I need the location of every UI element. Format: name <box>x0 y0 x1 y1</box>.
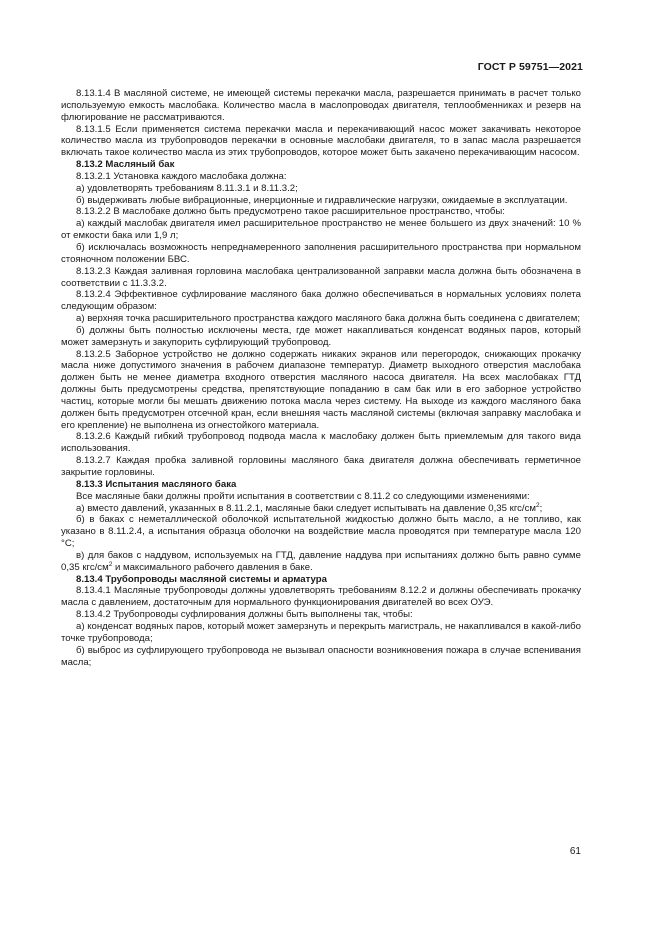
list-item-c-tail: и максимального рабочего давления в баке. <box>112 561 313 573</box>
section-heading-8-13-4: 8.13.4 Трубопроводы масляной системы и арматура <box>76 573 327 585</box>
list-item-b: б) должны быть полностью исключены места, где может накапливаться конденсат водяных паров, который может замерзнуть и закупорить суфлирующий трубопровод. <box>61 324 581 348</box>
list-item-c <box>61 550 581 574</box>
list-item-a <box>61 503 581 515</box>
list-item-a: а) верхняя точка расширительного пространства каждого масляного бака должна быть соединена с двигателем; <box>76 313 580 325</box>
list-item-b: б) в баках с неметаллической оболочкой испытательной жидкостью должно быть масло, а не топливо, как указано в 8.11.2.4, а испытания образца оболочки на воздействие масла проводятся при температуре масла 120 °С; <box>61 514 581 550</box>
paragraph-8-13-2-2: 8.13.2.2 В маслобаке должно быть предусмотрено такое расширительное пространство, чтобы: <box>76 206 505 218</box>
list-item-a: а) удовлетворять требованиям 8.11.3.1 и 8.11.3.2; <box>76 182 298 194</box>
list-item-a-tail: ; <box>539 502 543 514</box>
paragraph-8-13-2-6: 8.13.2.6 Каждый гибкий трубопровод подвода масла к маслобаку должен быть приемлемым для такого вида использования. <box>61 431 581 455</box>
paragraph-8-13-2-4: 8.13.2.4 Эффективное суфлирование масляного бака должно обеспечиваться в нормальных условиях полета следующим образом: <box>61 289 581 313</box>
list-item-a: а) конденсат водяных паров, который может замерзнуть и перекрыть магистраль, не накапливался в какой-либо точке трубопровода; <box>61 620 581 644</box>
paragraph-8-13-1-5: 8.13.1.5 Если применяется система перекачки масла и перекачивающий насос может закачивать некоторое количество масла из трубопроводов перекачки в основные маслобаки двигателя, то в запас масла разрешается включать такое количество масла из этих трубопроводов, которое может быть закачено перекачивающим насосом. <box>61 123 581 159</box>
section-heading-8-13-2: 8.13.2 Масляный бак <box>76 159 175 171</box>
document-body <box>61 88 581 668</box>
paragraph-8-13-2-3: 8.13.2.3 Каждая заливная горловина маслобака централизованной заправки масла должна быть обозначена в соответствии с 11.3.3.2. <box>61 265 581 289</box>
page-number: 61 <box>569 846 581 857</box>
list-item-a-text: а) вместо давлений, указанных в 8.11.2.1, масляные баки следует испытывать на давление 0,35 кгс/см <box>76 502 536 514</box>
paragraph-8-13-1-4: 8.13.1.4 В масляной системе, не имеющей системы перекачки масла, разрешается принимать в расчет только используемую емкость маслобака. Количество масла в маслопроводах двигателя, теплообменниках и резерв на флюгирование не рассматриваются. <box>61 88 581 123</box>
document-code: ГОСТ Р 59751—2021 <box>477 61 583 73</box>
paragraph-8-13-2-1: 8.13.2.1 Установка каждого маслобака должна: <box>76 170 287 182</box>
list-item-c-text: в) для баков с наддувом, используемых на ГТД, давление наддува при испытаниях должно быть равно сумме 0,35 кгс/см <box>61 549 581 573</box>
paragraph-8-13-4-1: 8.13.4.1 Масляные трубопроводы должны удовлетворять требованиям 8.12.2 и должны обеспечивать прокачку масла с давлением, достаточным для нормального функционирования двигателей во всех ОУЭ. <box>61 585 581 609</box>
paragraph-8-13-4-2: 8.13.4.2 Трубопроводы суфлирования должны быть выполнены так, чтобы: <box>76 609 413 621</box>
paragraph-8-13-2-5: 8.13.2.5 Заборное устройство не должно содержать никаких экранов или перегородок, снижающих прокачку масла ниже допустимого значения в рабочем диапазоне температур. Диаметр выходного отверстия маслобака должен быть не менее диаметра входного отверстия масляного насоса двигателя. На всех маслобаках ГТД должны быть предусмотрены средства, препятствующие попаданию в сам бак или в его заборное устройство частиц, которые могли бы мешать движению потока масла через систему. На выходе из каждого масляного бака должен быть предусмотрен отсечной кран, если внешняя часть масляной системы (включая заправку маслобака и его крепление) не выполнена из огнестойкого материала. <box>61 348 581 431</box>
list-item-a: а) каждый маслобак двигателя имел расширительное пространство не менее большего из двух значений: 10 % от емкости бака или 1,9 л; <box>61 218 581 242</box>
list-item-b: б) исключалась возможность непреднамеренного заполнения расширительного пространства при нормальном стояночном положении БВС. <box>61 241 581 265</box>
list-item-b: б) выброс из суфлирующего трубопровода не вызывал опасности возникновения пожара в случае вспенивания масла; <box>61 644 581 668</box>
section-heading-8-13-3: 8.13.3 Испытания масляного бака <box>76 478 237 490</box>
paragraph-8-13-3-intro: Все масляные баки должны пройти испытания в соответствии с 8.11.2 со следующими изменениями: <box>76 490 530 502</box>
paragraph-8-13-2-7: 8.13.2.7 Каждая пробка заливной горловины масляного бака двигателя должна обеспечивать герметичное закрытие горловины. <box>61 455 581 478</box>
list-item-b: б) выдерживать любые вибрационные, инерционные и гидравлические нагрузки, ожидаемые в эксплуатации. <box>76 194 568 206</box>
superscript: 2 <box>535 501 540 509</box>
superscript: 2 <box>108 560 113 568</box>
